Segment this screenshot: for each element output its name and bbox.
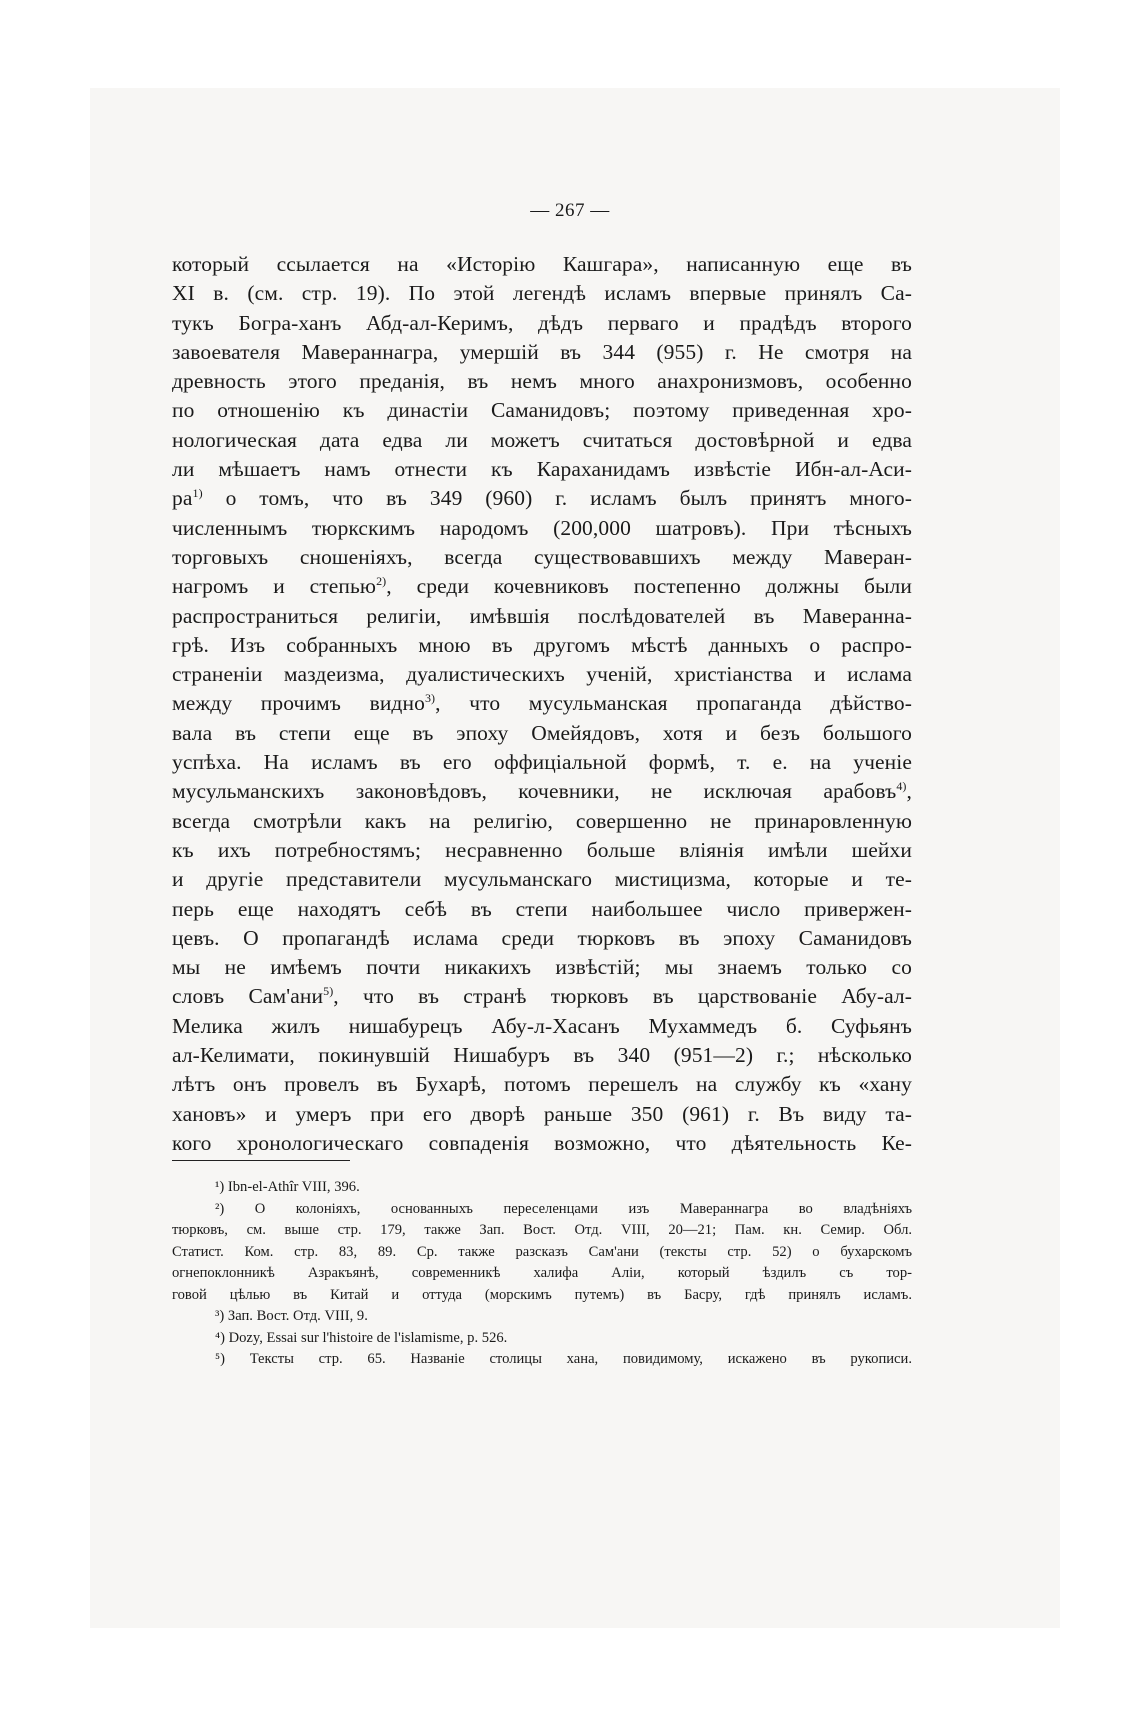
text-line: между прочимъ видно$^{3)}$, что мусульманская пропаганда дѣйство- <box>172 691 913 716</box>
page-number: — 267 — <box>530 200 610 221</box>
footnotes <box>172 1177 912 1371</box>
text-line: кого хронологическаго совпаденія возможно, что дѣятельность Ке- <box>172 1130 912 1155</box>
footnote-line: ⁴) Dozy, Essai sur l'histoire de l'islamisme, p. 526. <box>215 1329 508 1346</box>
footnote-ref: 2) <box>376 574 387 589</box>
text-line: Мелика жилъ нишабурецъ Абу-л-Хасанъ Мухаммедъ б. Суфьянъ <box>172 1013 912 1038</box>
text-line: ли мѣшаетъ намъ отнести къ Караханидамъ извѣстіе Ибн-ал-Аси- <box>172 457 912 482</box>
text-line: мусульманскихъ законовѣдовъ, кочевники, не исключая арабовъ$^{4)}$, <box>172 779 912 804</box>
footnote-ref: 3) <box>424 691 436 706</box>
text-line: мы не имѣемъ почти никакихъ извѣстій; мы знаемъ только со <box>172 955 912 980</box>
text-line: грѣ. Изъ собранныхъ мною въ другомъ мѣстѣ данныхъ о распро- <box>172 632 912 657</box>
footnote-separator <box>172 1160 350 1161</box>
text-line: нологическая дата едва ли можетъ считаться достовѣрной и едва <box>172 427 912 452</box>
text-line: и другіе представители мусульманскаго мистицизма, которые и те- <box>172 867 912 892</box>
text-line: завоевателя Мавераннагра, умершій въ 344 (955) г. Не смотря на <box>172 339 912 364</box>
footnote-line: ⁵) Тексты стр. 65. Названіе столицы хана, повидимому, искажено въ рукописи. <box>215 1351 912 1367</box>
text-line: численнымъ тюркскимъ народомъ (200,000 шатровъ). При тѣсныхъ <box>172 515 912 540</box>
text-line: по отношенію къ династіи Саманидовъ; поэтому приведенная хро- <box>172 398 912 423</box>
text-line: распространиться религіи, имѣвшія послѣдователей въ Мавераннa- <box>172 603 912 628</box>
text-line: перь еще находятъ себѣ въ степи наибольшее число привержен- <box>172 896 912 921</box>
text-line: торговыхъ сношеніяхъ, всегда существовавшихъ между Маверан- <box>172 544 912 569</box>
footnote-line: Статист. Ком. стр. 83, 89. Ср. также разсказъ Сам'ани (тексты стр. 52) о бухарскомъ <box>172 1243 912 1260</box>
text-line: вала въ степи еще въ эпоху Омейядовъ, хотя и безъ большого <box>172 720 912 745</box>
footnote-line: огнепоклонникѣ Азракъянѣ, современникѣ халифа Аліи, который ѣздилъ съ тор- <box>172 1265 912 1281</box>
text-line: хановъ» и умеръ при его дворѣ раньше 350 (961) г. Въ виду та- <box>172 1101 912 1126</box>
main-text <box>172 250 912 1158</box>
text-line: древность этого преданія, въ немъ много анахронизмовъ, особенно <box>172 369 912 394</box>
footnote-line: ²) О колоніяхъ, основанныхъ переселенцами изъ Мавераннагра во владѣніяхъ <box>215 1200 912 1217</box>
footnote-ref: 5) <box>323 984 334 999</box>
text-line: страненіи маздеизма, дуалистическихъ ученій, христіанства и ислама <box>172 662 912 687</box>
text-line: цевъ. О пропагандѣ ислама среди тюрковъ въ эпоху Саманидовъ <box>172 925 912 950</box>
text-line: тукъ Богра-ханъ Абд-ал-Керимъ, дѣдъ перваго и прадѣдъ второго <box>172 310 912 335</box>
footnote-line: тюрковъ, см. выше стр. 179, также Зап. Вост. Отд. VIII, 20—21; Пам. кн. Семир. Обл. <box>172 1222 912 1238</box>
text-line: къ ихъ потребностямъ; несравненно больше вліянія имѣли шейхи <box>172 837 912 862</box>
text-line: словъ Сам'ани$^{5)}$, что въ странѣ тюрковъ въ царствованіе Абу-ал- <box>172 984 912 1009</box>
footnote-line: ³) Зап. Вост. Отд. VIII, 9. <box>215 1308 368 1324</box>
footnote-line: ¹) Ibn-el-Athîr VIII, 396. <box>215 1179 360 1195</box>
text-line: успѣха. На исламъ въ его оффиціальной формѣ, т. е. на ученіе <box>172 750 912 775</box>
text-line: лѣтъ онъ провелъ въ Бухарѣ, потомъ перешелъ на службу къ «хану <box>172 1072 912 1097</box>
text-line: $ра^{1)}$ о томъ, что въ 349 (960) г. исламъ былъ принятъ много- <box>172 486 912 511</box>
text-line: ал-Келимати, покинувшій Нишабуръ въ 340 (951—2) г.; нѣсколько <box>172 1043 912 1068</box>
text-line: XI в. (см. стр. 19). По этой легендѣ исламъ впервые принялъ Са- <box>172 281 912 306</box>
footnote-line: говой цѣлью въ Китай и оттуда (морскимъ путемъ) въ Басру, гдѣ принялъ исламъ. <box>172 1286 912 1303</box>
footnote-ref: 4) <box>896 779 907 794</box>
footnote-ref: 1) <box>192 486 203 501</box>
text-line: нагромъ и степью$^{2)}$, среди кочевниковъ постепенно должны были <box>172 574 912 599</box>
text-line: всегда смотрѣли какъ на религію, совершенно не принаровленную <box>172 808 912 833</box>
text-line: который ссылается на «Исторію Кашгара», написанную еще въ <box>172 252 912 276</box>
